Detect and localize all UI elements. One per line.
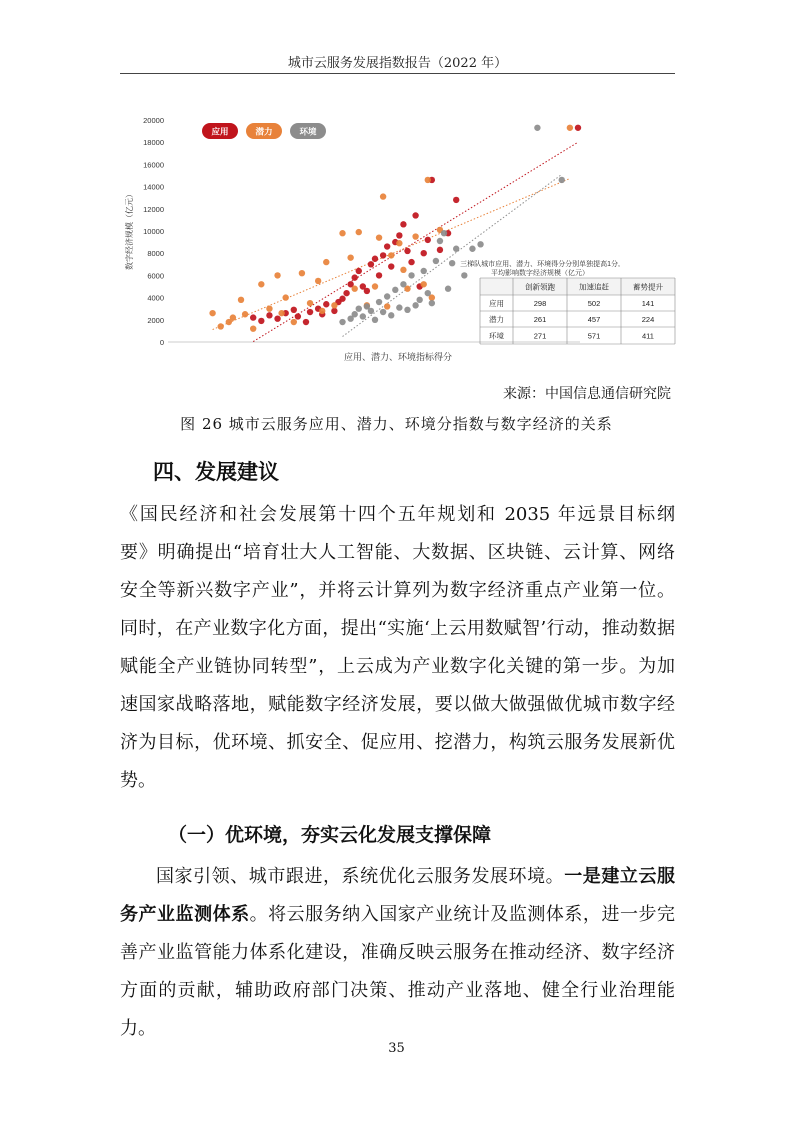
data-point (266, 306, 272, 312)
y-tick-label: 8000 (147, 249, 164, 259)
y-tick-label: 18000 (143, 138, 164, 148)
para1-line: 同时，在产业数字化方面，提出“实施‘上云用数赋智’行动，推动数据 (120, 618, 675, 639)
table-header-cell: 蓄势提升 (633, 282, 663, 292)
data-point (421, 268, 427, 274)
data-point (437, 238, 443, 244)
data-point (380, 309, 386, 315)
table-cell: 261 (533, 315, 547, 324)
table-cell: 224 (641, 315, 655, 324)
data-point (534, 125, 540, 131)
table-cell: 411 (642, 331, 654, 341)
data-point (266, 312, 272, 318)
data-point (477, 241, 483, 247)
data-point (218, 323, 224, 329)
data-point (437, 247, 443, 253)
data-point (258, 318, 264, 324)
table-title: 平均影响数字经济规模（亿元） (491, 270, 589, 277)
figure-source: 来源：中国信息通信研究院 (503, 386, 671, 402)
page-header: 城市云服务发展指数报告（2022 年） (287, 56, 508, 71)
data-point (242, 311, 248, 317)
data-point (408, 259, 414, 265)
data-point (250, 325, 256, 331)
y-tick-label: 12000 (143, 204, 164, 214)
data-point (441, 230, 447, 236)
y-tick-label: 14000 (143, 182, 164, 192)
data-point (372, 256, 378, 262)
y-axis (143, 116, 164, 347)
para2-bold: 务产业监测体系 (120, 904, 250, 925)
table-cell: 环境 (489, 331, 504, 341)
data-point (425, 290, 431, 296)
legend-label: 潜力 (255, 126, 273, 137)
data-point (352, 311, 358, 317)
data-point (339, 296, 345, 302)
data-point (400, 281, 406, 287)
data-point (278, 310, 284, 316)
data-point (376, 234, 382, 240)
data-point (352, 286, 358, 292)
data-point (307, 300, 313, 306)
section-heading: 四、发展建议 (153, 460, 279, 484)
data-point (315, 278, 321, 284)
data-point (433, 258, 439, 264)
para1-line: 《国民经济和社会发展第十四个五年规划和 2035 年远景目标纲 (120, 504, 675, 525)
data-point (445, 286, 451, 292)
data-point (384, 293, 390, 299)
legend (202, 123, 326, 139)
scatter-chart (110, 108, 680, 373)
data-point (384, 303, 390, 309)
subsection-heading: （一）优环境，夯实云化发展支撑保障 (168, 824, 492, 846)
data-point (347, 254, 353, 260)
data-point (291, 319, 297, 325)
table-cell: 271 (533, 331, 547, 341)
para1-line: 势。 (120, 770, 156, 791)
data-point (400, 267, 406, 273)
para1-line: 要》明确提出“培育壮大人工智能、大数据、区块链、云计算、网络 (120, 542, 675, 563)
data-point (339, 319, 345, 325)
data-point (356, 229, 362, 235)
y-axis-label: 数字经济规模（亿元） (125, 190, 134, 270)
data-point (356, 268, 362, 274)
y-tick-label: 10000 (143, 227, 164, 236)
para2-bold: 一是建立云服 (564, 866, 676, 887)
coefficient-table (460, 259, 675, 344)
para2-line-4: 方面的贡献，辅助政府部门决策、推动产业落地、健全行业治理能力。 (120, 980, 675, 1039)
para2-text: 国家引领、城市跟进，系统优化云服务发展环境。 (156, 866, 565, 887)
data-points (209, 125, 581, 332)
data-point (453, 197, 459, 203)
data-point (323, 301, 329, 307)
data-point (356, 306, 362, 312)
y-tick-label: 4000 (147, 293, 164, 303)
data-point (461, 272, 467, 278)
table-title: 三梯队城市应用、潜力、环境得分分别单独提高1分, (460, 261, 620, 268)
data-point (453, 246, 459, 252)
data-point (352, 274, 358, 280)
para2-line-2 (120, 896, 675, 934)
data-point (372, 283, 378, 289)
data-point (368, 308, 374, 314)
data-point (429, 300, 435, 306)
para2-text: 。将云服务纳入国家产业统计及监测体系，进一步完 (249, 904, 676, 925)
data-point (209, 310, 215, 316)
data-point (343, 290, 349, 296)
data-point (339, 230, 345, 236)
page-number: 35 (388, 1041, 405, 1056)
data-point (323, 259, 329, 265)
data-point (380, 252, 386, 258)
data-point (388, 252, 394, 258)
data-point (567, 125, 573, 131)
table-header-cell: 创新领跑 (525, 282, 555, 292)
y-tick-label: 20000 (143, 116, 164, 125)
data-point (412, 233, 418, 239)
y-tick-label: 16000 (143, 160, 164, 170)
legend-label: 应用 (211, 126, 229, 137)
data-point (230, 314, 236, 320)
data-point (274, 315, 280, 321)
y-tick-label: 2000 (147, 315, 164, 325)
data-point (299, 270, 305, 276)
data-point (291, 307, 297, 313)
data-point (412, 212, 418, 218)
data-point (372, 317, 378, 323)
data-point (331, 308, 337, 314)
header-rule (120, 73, 675, 74)
data-point (469, 246, 475, 252)
y-tick-label: 6000 (147, 271, 164, 281)
data-point (282, 294, 288, 300)
para2-line-3: 善产业监管能力体系化建设，准确反映云服务在推动经济、数字经济 (120, 942, 675, 963)
table-cell: 141 (641, 299, 655, 308)
table-cell: 298 (533, 299, 547, 308)
data-point (274, 272, 280, 278)
para1-line: 速国家战略落地，赋能数字经济发展，要以做大做强做优城市数字经 (120, 694, 675, 715)
data-point (392, 287, 398, 293)
figure-caption: 图 26 城市云服务应用、潜力、环境分指数与数字经济的关系 (180, 415, 613, 433)
data-point (307, 309, 313, 315)
table-cell: 571 (587, 331, 601, 341)
data-point (396, 304, 402, 310)
data-point (416, 297, 422, 303)
data-point (384, 243, 390, 249)
data-point (396, 232, 402, 238)
paragraph-1 (120, 496, 675, 800)
data-point (421, 250, 427, 256)
data-point (388, 312, 394, 318)
table-header-cell: 加速追赶 (579, 282, 609, 292)
data-point (408, 272, 414, 278)
data-point (250, 314, 256, 320)
trend-line (343, 174, 562, 336)
table-cell: 457 (587, 315, 601, 324)
y-tick-label: 0 (159, 338, 164, 347)
table-cell: 潜力 (489, 315, 504, 324)
data-point (319, 308, 325, 314)
data-point (388, 263, 394, 269)
data-point (404, 248, 410, 254)
data-point (425, 237, 431, 243)
data-point (449, 260, 455, 266)
trend-line (253, 142, 578, 341)
data-point (364, 288, 370, 294)
data-point (575, 125, 581, 131)
data-point (376, 299, 382, 305)
data-point (400, 221, 406, 227)
para1-line: 济为目标，优环境、抓安全、促应用、挖潜力，构筑云服务发展新优 (120, 732, 675, 753)
table-cell: 应用 (489, 299, 504, 308)
para1-line: 安全等新兴数字产业”，并将云计算列为数字经济重点产业第一位。 (120, 580, 675, 601)
data-point (412, 302, 418, 308)
data-point (303, 319, 309, 325)
data-point (295, 313, 301, 319)
data-point (360, 313, 366, 319)
x-axis-label: 应用、潜力、环境指标得分 (343, 352, 453, 362)
legend-label: 环境 (299, 126, 317, 137)
data-point (376, 272, 382, 278)
data-point (238, 297, 244, 303)
data-point (559, 177, 565, 183)
paragraph-2 (120, 858, 675, 1048)
table-cell: 502 (587, 299, 601, 308)
data-point (368, 261, 374, 267)
data-point (425, 177, 431, 183)
para2-line-1 (120, 858, 675, 896)
data-point (404, 307, 410, 313)
para1-line: 赋能全产业链协同转型”，上云成为产业数字化关键的第一步。为加 (120, 656, 675, 677)
data-point (396, 240, 402, 246)
data-point (380, 193, 386, 199)
data-point (258, 281, 264, 287)
data-point (331, 302, 337, 308)
data-point (421, 281, 427, 287)
